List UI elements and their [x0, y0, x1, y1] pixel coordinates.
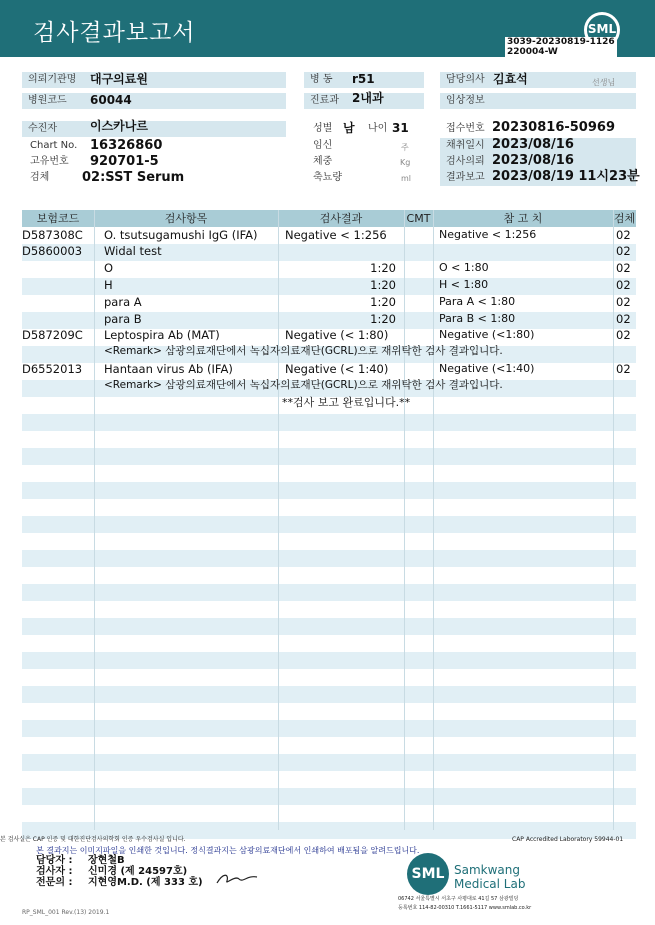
cap-accreditation: CAP Accredited Laboratory 59944-01	[512, 836, 624, 843]
row-result: Negative < 1:256	[285, 228, 387, 242]
table-stripe	[22, 652, 636, 669]
receipt-value: 20230816-50969	[492, 120, 615, 135]
row-test-item: H	[104, 278, 113, 292]
header-specimen: 검체	[613, 212, 636, 225]
reference-line-2: 220004-W	[507, 47, 558, 57]
row-result: 1:20	[370, 295, 396, 309]
row-specimen: 02	[616, 228, 631, 242]
unique-value: 920701-5	[90, 154, 159, 169]
row-test-item: Leptospira Ab (MAT)	[104, 328, 220, 342]
urine-label: 축뇨량	[313, 172, 342, 183]
row-specimen: 02	[616, 244, 631, 258]
row-test-item: para B	[104, 312, 142, 326]
patient-label: 수진자	[22, 121, 286, 137]
hospital-code-label: 병원코드	[22, 93, 286, 109]
institution-value: 대구의료원	[90, 72, 148, 86]
specialist-value: 지현영M.D. (제 333 호)	[88, 877, 203, 888]
weight-label: 체중	[313, 156, 333, 167]
header-insurance-code: 보험코드	[36, 212, 80, 225]
row-reference: O < 1:80	[439, 261, 489, 274]
signature-icon	[215, 869, 260, 887]
accreditation-note: 본 검사실은 CAP 인증 및 대한진단검사의학회 인증 우수검사실 입니다.	[0, 836, 186, 843]
row-specimen: 02	[616, 261, 631, 275]
row-reference: H < 1:80	[439, 278, 489, 291]
table-stripe	[22, 686, 636, 703]
print-notice: 본 결과지는 이미지파일을 인쇄한 것입니다. 정식결과지는 삼광의료재단에서 인쇄하여 배포됨을 알려드립니다.	[36, 846, 420, 855]
age-value: 31	[392, 121, 409, 135]
row-insurance-code: D587308C	[22, 228, 83, 242]
collect-value: 2023/08/16	[492, 137, 574, 152]
row-reference: Negative (<1:40)	[439, 362, 535, 375]
sex-value: 남	[343, 121, 355, 135]
row-result: 1:20	[370, 278, 396, 292]
examiner-value: 신미경 (제 24597호)	[88, 866, 188, 877]
row-remark: <Remark> 삼광의료재단에서 녹십자의료재단(GCRL)으로 재위탁한 검사 결과입니다.	[104, 345, 503, 357]
table-stripe	[22, 720, 636, 737]
sex-label: 성별	[313, 123, 333, 134]
reference-number	[505, 37, 617, 57]
table-stripe	[22, 448, 636, 465]
row-specimen: 02	[616, 362, 631, 376]
table-stripe	[22, 516, 636, 533]
header-test-item: 검사항목	[164, 212, 208, 225]
row-insurance-code: D6552013	[22, 362, 83, 376]
receipt-label: 접수번호	[446, 123, 485, 134]
report-date-value: 2023/08/19 11시23분	[492, 169, 640, 184]
row-remark: <Remark> 삼광의료재단에서 녹십자의료재단(GCRL)으로 재위탁한 검사 결과입니다.	[104, 379, 503, 391]
patient-value: 이스카나르	[90, 119, 148, 133]
row-result: Negative (< 1:80)	[285, 328, 389, 342]
reference-line-1: 3039-20230819-1126	[507, 37, 615, 47]
row-specimen: 02	[616, 295, 631, 309]
row-reference: Negative < 1:256	[439, 228, 537, 241]
row-result: 1:20	[370, 312, 396, 326]
row-test-item: O. tsutsugamushi IgG (IFA)	[104, 228, 258, 242]
sml-logo-text: SML	[587, 22, 617, 36]
row-test-item: Hantaan virus Ab (IFA)	[104, 362, 233, 376]
table-stripe	[22, 788, 636, 805]
table-stripe	[22, 482, 636, 499]
col-divider	[404, 210, 405, 830]
specimen-label: 검체	[30, 172, 50, 183]
org-address: 06742 서울특별시 서초구 사평대로 41길 57 삼광빌딩	[398, 896, 519, 902]
form-code: RP_SML_001 Rev.(13) 2019.1	[22, 909, 110, 916]
doctor-value: 김효석	[493, 72, 528, 86]
col-divider	[94, 210, 95, 830]
dept-label: 진료과	[304, 93, 424, 109]
row-reference: Para A < 1:80	[439, 295, 516, 308]
pregnancy-unit: 주	[401, 143, 409, 152]
row-result: Negative (< 1:40)	[285, 362, 389, 376]
doctor-suffix: 선생님	[592, 78, 616, 87]
clinical-label: 임상정보	[440, 93, 636, 109]
hospital-code-value: 60044	[90, 93, 132, 107]
specialist-label: 전문의 :	[36, 877, 73, 888]
table-stripe	[22, 550, 636, 567]
table-stripe	[22, 754, 636, 771]
ward-label: 병 동	[304, 72, 424, 88]
org-contact: 등록번호 114-82-00310 T.1661-5117 www.smlab.co.kr	[398, 905, 532, 911]
institution-label: 의뢰기관명	[22, 72, 286, 88]
col-divider	[613, 210, 614, 830]
row-specimen: 02	[616, 278, 631, 292]
row-insurance-code: D5860003	[22, 244, 83, 258]
header-result: 검사결과	[319, 212, 363, 225]
report-date-label: 결과보고	[440, 170, 636, 186]
ward-value: r51	[352, 72, 375, 86]
row-specimen: 02	[616, 328, 631, 342]
row-result: 1:20	[370, 261, 396, 275]
manager-label: 담당자 :	[36, 855, 73, 866]
table-stripe	[22, 618, 636, 635]
doctor-label: 담당의사	[440, 72, 636, 88]
manager-value: 장현철B	[88, 855, 125, 866]
chart-value: 16326860	[90, 138, 163, 153]
specimen-value: 02:SST Serum	[82, 170, 185, 185]
table-stripe	[22, 584, 636, 601]
age-label: 나이	[368, 123, 388, 134]
chart-label: Chart No.	[30, 140, 78, 151]
row-specimen: 02	[616, 312, 631, 326]
org-name-line1: Samkwang	[454, 863, 520, 877]
table-stripe	[22, 414, 636, 431]
col-divider	[433, 210, 434, 830]
report-complete-note: **검사 보고 완료입니다.**	[282, 396, 411, 409]
row-test-item: para A	[104, 295, 142, 309]
request-value: 2023/08/16	[492, 153, 574, 168]
org-name-line2: Medical Lab	[454, 877, 526, 891]
request-label: 검사의뢰	[440, 154, 636, 170]
sml-footer-logo-text: SML	[411, 866, 445, 882]
header-cmt: CMT	[406, 212, 431, 225]
weight-unit: Kg	[400, 158, 411, 167]
row-test-item: Widal test	[104, 244, 162, 258]
header-reference: 참 고 치	[503, 212, 543, 225]
urine-unit: ml	[401, 174, 412, 183]
dept-value: 2내과	[352, 91, 384, 105]
row-insurance-code: D587209C	[22, 328, 83, 342]
collect-label: 채취일시	[440, 138, 636, 154]
examiner-label: 검사자 :	[36, 866, 73, 877]
row-reference: Negative (<1:80)	[439, 328, 535, 341]
report-title: 검사결과보고서	[33, 20, 196, 46]
row-test-item: O	[104, 261, 114, 275]
unique-label: 고유번호	[30, 156, 69, 167]
pregnancy-label: 임신	[313, 140, 333, 151]
row-reference: Para B < 1:80	[439, 312, 516, 325]
